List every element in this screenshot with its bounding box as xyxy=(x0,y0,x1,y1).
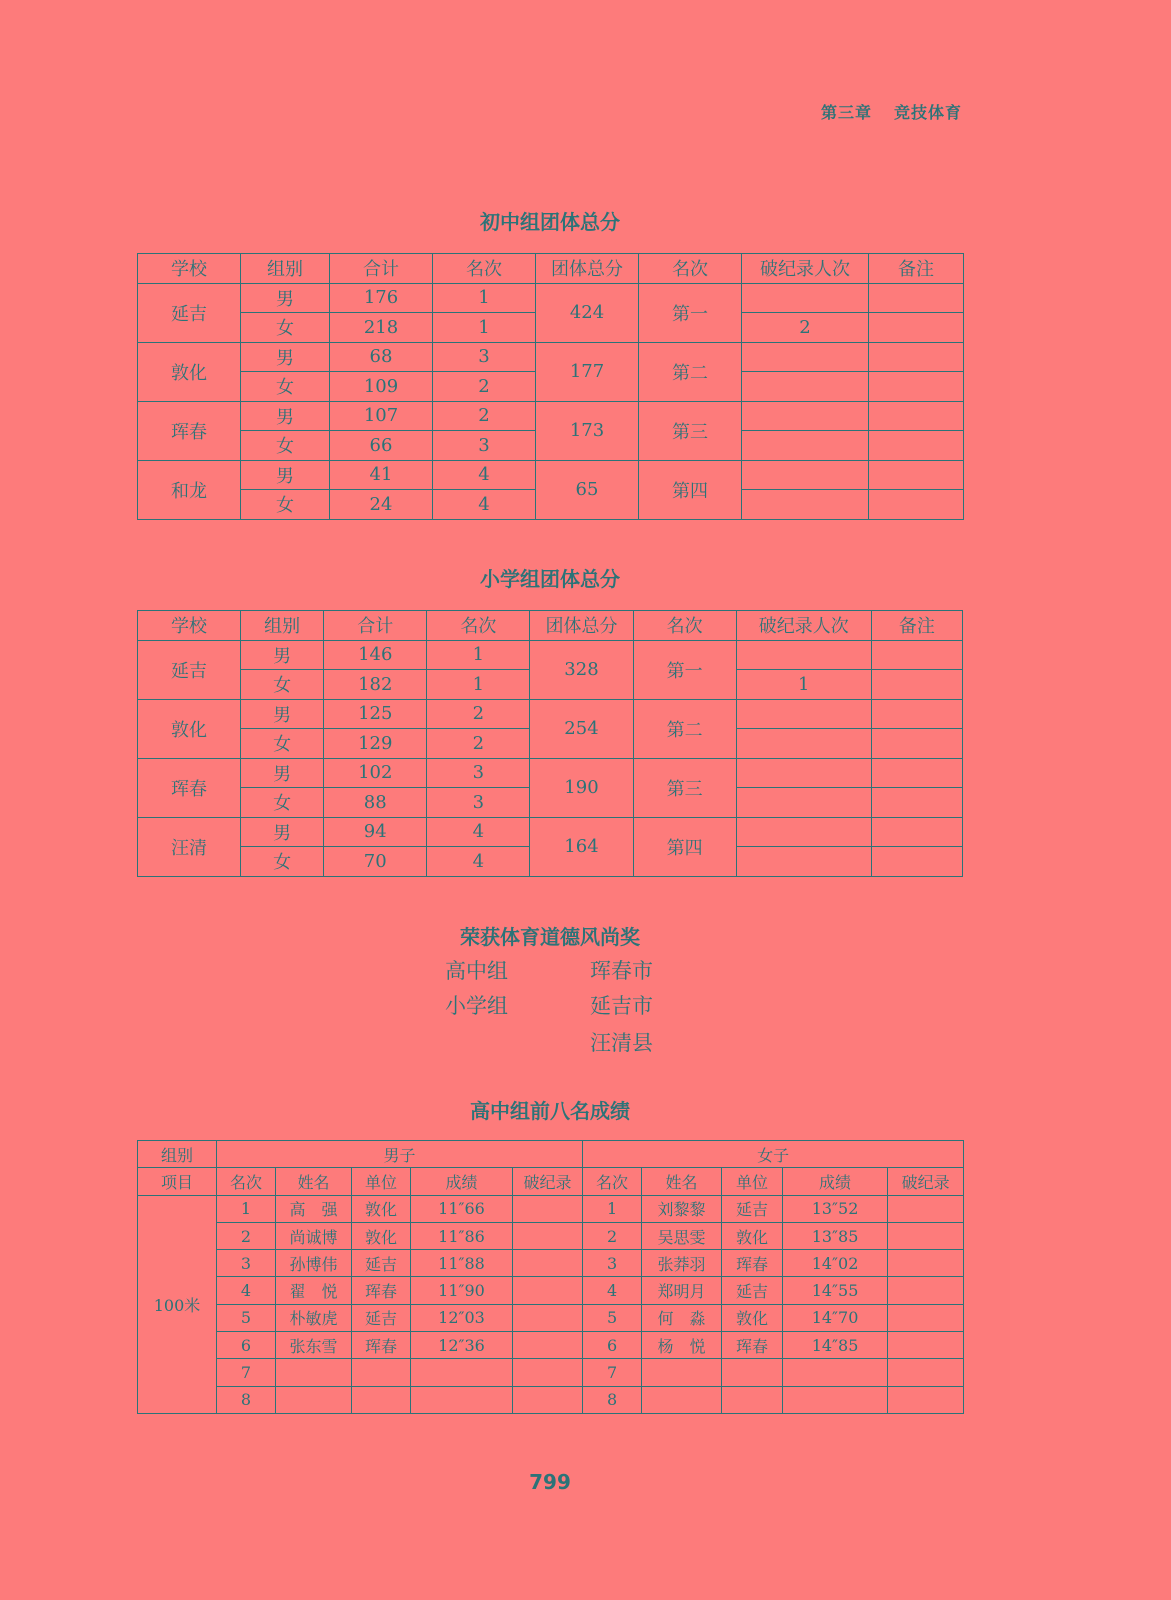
note-cell xyxy=(871,729,962,759)
female-score-cell xyxy=(783,1386,888,1413)
group-cell: 女 xyxy=(241,313,330,343)
female-unit-cell: 敦化 xyxy=(722,1304,783,1331)
male-unit-cell: 敦化 xyxy=(352,1195,411,1222)
female-score-cell: 14″55 xyxy=(783,1277,888,1304)
total-cell: 125 xyxy=(324,699,427,729)
group-header-row xyxy=(138,1141,964,1168)
female-score-cell xyxy=(783,1359,888,1386)
team-total-cell: 190 xyxy=(530,758,633,817)
table-row xyxy=(138,699,963,729)
table-row xyxy=(138,758,963,788)
total-cell: 107 xyxy=(330,401,433,431)
team-rank-cell: 第二 xyxy=(639,342,742,401)
note-cell xyxy=(871,640,962,670)
total-cell: 146 xyxy=(324,640,427,670)
male-record-cell xyxy=(513,1359,583,1386)
table-row xyxy=(138,1222,964,1249)
group-label: 组别 xyxy=(138,1141,217,1168)
female-name-cell: 吴思雯 xyxy=(642,1222,722,1249)
column-header: 合计 xyxy=(330,254,433,284)
rank-cell: 4 xyxy=(427,817,530,847)
male-score-cell: 11″88 xyxy=(411,1250,513,1277)
table-row xyxy=(138,817,963,847)
male-name-cell: 高 强 xyxy=(276,1195,352,1222)
male-record-cell xyxy=(513,1386,583,1413)
note-cell xyxy=(869,342,964,372)
female-rank-cell: 2 xyxy=(583,1222,642,1249)
male-label: 男子 xyxy=(217,1141,583,1168)
male-record-cell xyxy=(513,1222,583,1249)
rank-cell: 3 xyxy=(427,758,530,788)
column-header: 名次 xyxy=(433,254,536,284)
record-cell: 1 xyxy=(736,670,871,700)
team-rank-cell: 第二 xyxy=(633,699,736,758)
male-rank-cell: 7 xyxy=(217,1359,276,1386)
male-rank-cell: 8 xyxy=(217,1386,276,1413)
male-name-cell: 孙博伟 xyxy=(276,1250,352,1277)
note-cell xyxy=(871,847,962,877)
rank-cell: 3 xyxy=(433,431,536,461)
total-cell: 102 xyxy=(324,758,427,788)
female-rank-cell: 6 xyxy=(583,1332,642,1359)
rank-cell: 2 xyxy=(433,401,536,431)
chapter-label: 第三章 xyxy=(820,103,872,122)
total-cell: 176 xyxy=(330,283,433,313)
female-name-cell: 何 淼 xyxy=(642,1304,722,1331)
team-total-cell: 254 xyxy=(530,699,633,758)
award-group-senior: 高中组 xyxy=(445,959,508,983)
female-unit-cell xyxy=(722,1386,783,1413)
sub-header: 破纪录 xyxy=(513,1168,583,1195)
sub-header: 成绩 xyxy=(411,1168,513,1195)
rank-cell: 4 xyxy=(427,847,530,877)
column-header: 名次 xyxy=(633,611,736,641)
male-rank-cell: 2 xyxy=(217,1222,276,1249)
rank-cell: 4 xyxy=(433,460,536,490)
record-cell xyxy=(736,640,871,670)
total-cell: 70 xyxy=(324,847,427,877)
rank-cell: 1 xyxy=(433,283,536,313)
note-cell xyxy=(871,699,962,729)
male-score-cell: 12″03 xyxy=(411,1304,513,1331)
award-winner-senior: 珲春市 xyxy=(590,959,653,983)
record-cell: 2 xyxy=(742,313,869,343)
group-cell: 男 xyxy=(241,699,324,729)
female-name-cell: 郑明月 xyxy=(642,1277,722,1304)
table-row xyxy=(138,1277,964,1304)
team-rank-cell: 第四 xyxy=(633,817,736,876)
junior-team-score-table xyxy=(137,253,964,520)
male-unit-cell: 延吉 xyxy=(352,1304,411,1331)
male-record-cell xyxy=(513,1277,583,1304)
note-cell xyxy=(869,283,964,313)
school-name: 汪清 xyxy=(138,817,241,876)
group-cell: 男 xyxy=(241,758,324,788)
male-unit-cell: 延吉 xyxy=(352,1250,411,1277)
group-cell: 男 xyxy=(241,401,330,431)
table-row xyxy=(138,1195,964,1222)
group-cell: 男 xyxy=(241,817,324,847)
note-cell xyxy=(871,670,962,700)
female-rank-cell: 7 xyxy=(583,1359,642,1386)
female-name-cell xyxy=(642,1386,722,1413)
column-header: 名次 xyxy=(639,254,742,284)
male-unit-cell xyxy=(352,1386,411,1413)
record-cell xyxy=(736,788,871,818)
record-cell xyxy=(742,460,869,490)
table-row xyxy=(138,1359,964,1386)
column-header: 团体总分 xyxy=(536,254,639,284)
page-number: 799 xyxy=(529,1470,571,1494)
male-score-cell: 12″36 xyxy=(411,1332,513,1359)
female-label: 女子 xyxy=(583,1141,964,1168)
male-unit-cell: 敦化 xyxy=(352,1222,411,1249)
group-cell: 女 xyxy=(241,670,324,700)
male-unit-cell: 珲春 xyxy=(352,1332,411,1359)
group-cell: 男 xyxy=(241,342,330,372)
female-rank-cell: 8 xyxy=(583,1386,642,1413)
team-total-cell: 424 xyxy=(536,283,639,342)
sub-header: 名次 xyxy=(583,1168,642,1195)
table-header-row xyxy=(138,254,964,284)
team-total-cell: 177 xyxy=(536,342,639,401)
male-rank-cell: 1 xyxy=(217,1195,276,1222)
table-row xyxy=(138,460,964,490)
record-cell xyxy=(736,817,871,847)
group-cell: 女 xyxy=(241,729,324,759)
male-name-cell: 尚诚博 xyxy=(276,1222,352,1249)
record-cell xyxy=(736,699,871,729)
school-name: 敦化 xyxy=(138,699,241,758)
group-cell: 女 xyxy=(241,372,330,402)
rank-cell: 2 xyxy=(427,729,530,759)
sub-header: 单位 xyxy=(722,1168,783,1195)
male-record-cell xyxy=(513,1250,583,1277)
note-cell xyxy=(869,490,964,520)
column-header: 组别 xyxy=(241,611,324,641)
female-record-cell xyxy=(888,1250,964,1277)
male-score-cell: 11″90 xyxy=(411,1277,513,1304)
male-rank-cell: 3 xyxy=(217,1250,276,1277)
event-cell: 100米 xyxy=(138,1195,217,1413)
male-score-cell xyxy=(411,1359,513,1386)
female-name-cell: 张莽羽 xyxy=(642,1250,722,1277)
female-unit-cell: 珲春 xyxy=(722,1332,783,1359)
note-cell xyxy=(871,788,962,818)
senior-table-title: 高中组前八名成绩 xyxy=(470,1099,630,1123)
female-name-cell: 杨 悦 xyxy=(642,1332,722,1359)
rank-cell: 4 xyxy=(433,490,536,520)
note-cell xyxy=(869,372,964,402)
female-record-cell xyxy=(888,1304,964,1331)
rank-cell: 1 xyxy=(427,670,530,700)
team-total-cell: 164 xyxy=(530,817,633,876)
column-header: 组别 xyxy=(241,254,330,284)
male-score-cell: 11″86 xyxy=(411,1222,513,1249)
primary-table-title: 小学组团体总分 xyxy=(480,567,620,591)
group-cell: 女 xyxy=(241,788,324,818)
table-row xyxy=(138,401,964,431)
column-header: 备注 xyxy=(869,254,964,284)
male-name-cell: 朴敏虎 xyxy=(276,1304,352,1331)
female-score-cell: 13″85 xyxy=(783,1222,888,1249)
total-cell: 66 xyxy=(330,431,433,461)
total-cell: 68 xyxy=(330,342,433,372)
male-unit-cell: 珲春 xyxy=(352,1277,411,1304)
column-header: 名次 xyxy=(427,611,530,641)
female-score-cell: 14″70 xyxy=(783,1304,888,1331)
sub-header: 姓名 xyxy=(642,1168,722,1195)
male-record-cell xyxy=(513,1195,583,1222)
record-cell xyxy=(742,372,869,402)
sub-header: 单位 xyxy=(352,1168,411,1195)
female-record-cell xyxy=(888,1195,964,1222)
team-rank-cell: 第一 xyxy=(639,283,742,342)
team-rank-cell: 第四 xyxy=(639,460,742,519)
table-row xyxy=(138,1386,964,1413)
note-cell xyxy=(869,313,964,343)
female-record-cell xyxy=(888,1222,964,1249)
note-cell xyxy=(871,817,962,847)
total-cell: 94 xyxy=(324,817,427,847)
female-record-cell xyxy=(888,1332,964,1359)
group-cell: 女 xyxy=(241,431,330,461)
rank-cell: 2 xyxy=(433,372,536,402)
senior-top-eight-table xyxy=(137,1140,964,1414)
record-cell xyxy=(736,847,871,877)
female-score-cell: 14″02 xyxy=(783,1250,888,1277)
female-name-cell xyxy=(642,1359,722,1386)
rank-cell: 1 xyxy=(433,313,536,343)
female-name-cell: 刘黎黎 xyxy=(642,1195,722,1222)
male-score-cell: 11″66 xyxy=(411,1195,513,1222)
total-cell: 24 xyxy=(330,490,433,520)
rank-cell: 3 xyxy=(433,342,536,372)
table-row xyxy=(138,1250,964,1277)
male-name-cell: 张东雪 xyxy=(276,1332,352,1359)
team-total-cell: 328 xyxy=(530,640,633,699)
school-name: 敦化 xyxy=(138,342,241,401)
record-cell xyxy=(742,431,869,461)
school-name: 延吉 xyxy=(138,640,241,699)
table-header-row xyxy=(138,611,963,641)
male-rank-cell: 6 xyxy=(217,1332,276,1359)
note-cell xyxy=(869,401,964,431)
female-rank-cell: 4 xyxy=(583,1277,642,1304)
award-title: 荣获体育道德风尚奖 xyxy=(460,925,640,949)
total-cell: 218 xyxy=(330,313,433,343)
team-rank-cell: 第一 xyxy=(633,640,736,699)
total-cell: 88 xyxy=(324,788,427,818)
running-head xyxy=(821,100,962,123)
table-row xyxy=(138,1332,964,1359)
record-cell xyxy=(742,283,869,313)
female-unit-cell: 延吉 xyxy=(722,1277,783,1304)
female-rank-cell: 3 xyxy=(583,1250,642,1277)
column-header: 破纪录人次 xyxy=(736,611,871,641)
team-total-cell: 173 xyxy=(536,401,639,460)
female-record-cell xyxy=(888,1359,964,1386)
group-cell: 女 xyxy=(241,847,324,877)
team-rank-cell: 第三 xyxy=(639,401,742,460)
record-cell xyxy=(736,758,871,788)
male-record-cell xyxy=(513,1332,583,1359)
rank-cell: 3 xyxy=(427,788,530,818)
column-header: 破纪录人次 xyxy=(742,254,869,284)
junior-table-title: 初中组团体总分 xyxy=(480,210,620,234)
sub-header: 姓名 xyxy=(276,1168,352,1195)
note-cell xyxy=(871,758,962,788)
record-cell xyxy=(742,490,869,520)
total-cell: 41 xyxy=(330,460,433,490)
table-row xyxy=(138,640,963,670)
female-record-cell xyxy=(888,1277,964,1304)
group-cell: 男 xyxy=(241,640,324,670)
event-label: 项目 xyxy=(138,1168,217,1195)
award-group-primary: 小学组 xyxy=(445,994,508,1018)
female-rank-cell: 5 xyxy=(583,1304,642,1331)
table-row xyxy=(138,1304,964,1331)
male-rank-cell: 4 xyxy=(217,1277,276,1304)
group-cell: 女 xyxy=(241,490,330,520)
sub-header: 成绩 xyxy=(783,1168,888,1195)
chapter-title: 竞技体育 xyxy=(893,103,962,122)
team-total-cell: 65 xyxy=(536,460,639,519)
rank-cell: 1 xyxy=(427,640,530,670)
rank-cell: 2 xyxy=(427,699,530,729)
school-name: 珲春 xyxy=(138,401,241,460)
male-name-cell xyxy=(276,1359,352,1386)
group-cell: 男 xyxy=(241,460,330,490)
male-record-cell xyxy=(513,1304,583,1331)
female-unit-cell: 延吉 xyxy=(722,1195,783,1222)
male-rank-cell: 5 xyxy=(217,1304,276,1331)
male-score-cell xyxy=(411,1386,513,1413)
school-name: 延吉 xyxy=(138,283,241,342)
column-header: 学校 xyxy=(138,254,241,284)
school-name: 和龙 xyxy=(138,460,241,519)
column-header: 备注 xyxy=(871,611,962,641)
female-record-cell xyxy=(888,1386,964,1413)
female-score-cell: 14″85 xyxy=(783,1332,888,1359)
record-cell xyxy=(736,729,871,759)
male-name-cell xyxy=(276,1386,352,1413)
total-cell: 109 xyxy=(330,372,433,402)
primary-team-score-table xyxy=(137,610,963,877)
note-cell xyxy=(869,460,964,490)
table-row xyxy=(138,342,964,372)
male-name-cell: 翟 悦 xyxy=(276,1277,352,1304)
team-rank-cell: 第三 xyxy=(633,758,736,817)
note-cell xyxy=(869,431,964,461)
female-unit-cell xyxy=(722,1359,783,1386)
female-rank-cell: 1 xyxy=(583,1195,642,1222)
male-unit-cell xyxy=(352,1359,411,1386)
sub-header: 名次 xyxy=(217,1168,276,1195)
group-cell: 男 xyxy=(241,283,330,313)
record-cell xyxy=(742,342,869,372)
column-header: 学校 xyxy=(138,611,241,641)
sub-header: 破纪录 xyxy=(888,1168,964,1195)
record-cell xyxy=(742,401,869,431)
female-score-cell: 13″52 xyxy=(783,1195,888,1222)
school-name: 珲春 xyxy=(138,758,241,817)
award-winner-primary-2: 汪清县 xyxy=(590,1031,653,1055)
total-cell: 129 xyxy=(324,729,427,759)
female-unit-cell: 珲春 xyxy=(722,1250,783,1277)
sub-header-row xyxy=(138,1168,964,1195)
award-winner-primary-1: 延吉市 xyxy=(590,994,653,1018)
total-cell: 182 xyxy=(324,670,427,700)
table-row xyxy=(138,283,964,313)
column-header: 合计 xyxy=(324,611,427,641)
column-header: 团体总分 xyxy=(530,611,633,641)
female-unit-cell: 敦化 xyxy=(722,1222,783,1249)
